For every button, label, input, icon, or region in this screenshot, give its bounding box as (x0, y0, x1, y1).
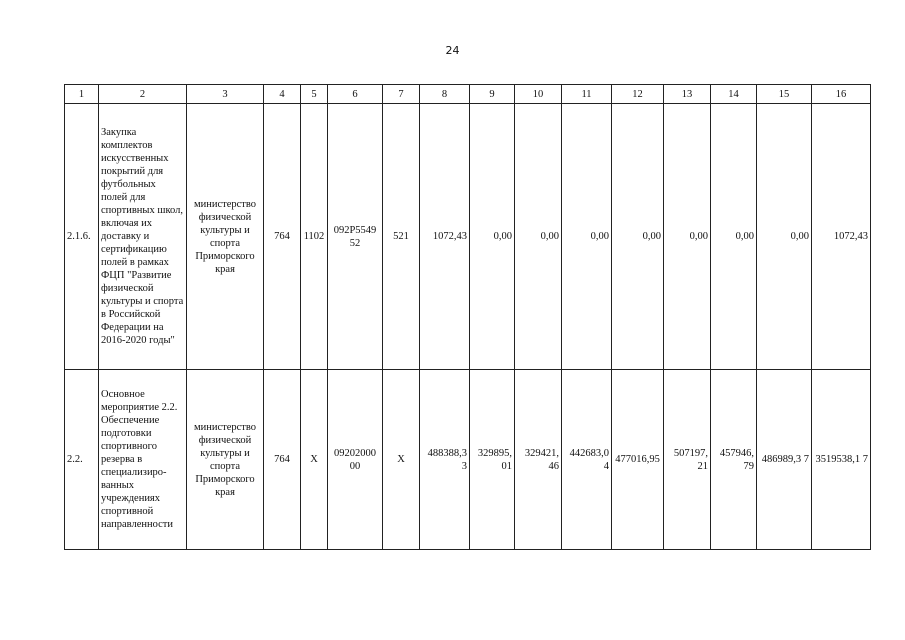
grbs-code: 764 (264, 104, 301, 370)
rzpr-code: Х (301, 370, 328, 550)
value-cell: 1072,43 (420, 104, 470, 370)
column-header: 5 (301, 85, 328, 104)
column-header: 6 (328, 85, 383, 104)
column-header: 8 (420, 85, 470, 104)
event-name: Основное мероприятие 2.2. Обеспечение подготовки спортивного резерва в специализиро-ванных учреждениях спортивной направленности (99, 370, 187, 550)
budget-table (64, 84, 871, 550)
value-cell: 507197, 21 (664, 370, 711, 550)
rzpr-code: 1102 (301, 104, 328, 370)
value-cell: 0,00 (664, 104, 711, 370)
value-cell: 0,00 (470, 104, 515, 370)
header-row (65, 85, 871, 104)
value-cell: 0,00 (515, 104, 562, 370)
value-cell: 488388,3 3 (420, 370, 470, 550)
value-cell: 0,00 (711, 104, 757, 370)
column-header: 11 (562, 85, 612, 104)
column-header: 4 (264, 85, 301, 104)
value-cell: 3519538,1 7 (812, 370, 871, 550)
row-number: 2.1.6. (65, 104, 99, 370)
column-header: 3 (187, 85, 264, 104)
value-cell: 0,00 (562, 104, 612, 370)
value-cell: 477016,95 (612, 370, 664, 550)
value-cell: 442683,0 4 (562, 370, 612, 550)
column-header: 16 (812, 85, 871, 104)
column-header: 13 (664, 85, 711, 104)
column-header: 14 (711, 85, 757, 104)
vr-code: Х (383, 370, 420, 550)
column-header: 12 (612, 85, 664, 104)
column-header: 1 (65, 85, 99, 104)
vr-code: 521 (383, 104, 420, 370)
csr-code: 09202000 00 (328, 370, 383, 550)
row-number: 2.2. (65, 370, 99, 550)
table-row (65, 104, 871, 370)
value-cell: 0,00 (757, 104, 812, 370)
page-number: 24 (445, 44, 460, 57)
executor: министерство физической культуры и спорта Приморского края (187, 370, 264, 550)
column-header: 15 (757, 85, 812, 104)
column-header: 7 (383, 85, 420, 104)
value-cell: 1072,43 (812, 104, 871, 370)
column-header: 10 (515, 85, 562, 104)
value-cell: 329421, 46 (515, 370, 562, 550)
column-header: 2 (99, 85, 187, 104)
event-name: Закупка комплектов искусственных покрытий для футбольных полей для спортивных школ, включая их доставку и сертификацию полей в рамках ФЦП "Развитие физической культуры и спорта в Российской Федерации на 2016-2020 годы" (99, 104, 187, 370)
value-cell: 0,00 (612, 104, 664, 370)
table-row (65, 370, 871, 550)
value-cell: 329895, 01 (470, 370, 515, 550)
csr-code: 092P5549 52 (328, 104, 383, 370)
column-header: 9 (470, 85, 515, 104)
value-cell: 486989,3 7 (757, 370, 812, 550)
grbs-code: 764 (264, 370, 301, 550)
executor: министерство физической культуры и спорта Приморского края (187, 104, 264, 370)
value-cell: 457946, 79 (711, 370, 757, 550)
